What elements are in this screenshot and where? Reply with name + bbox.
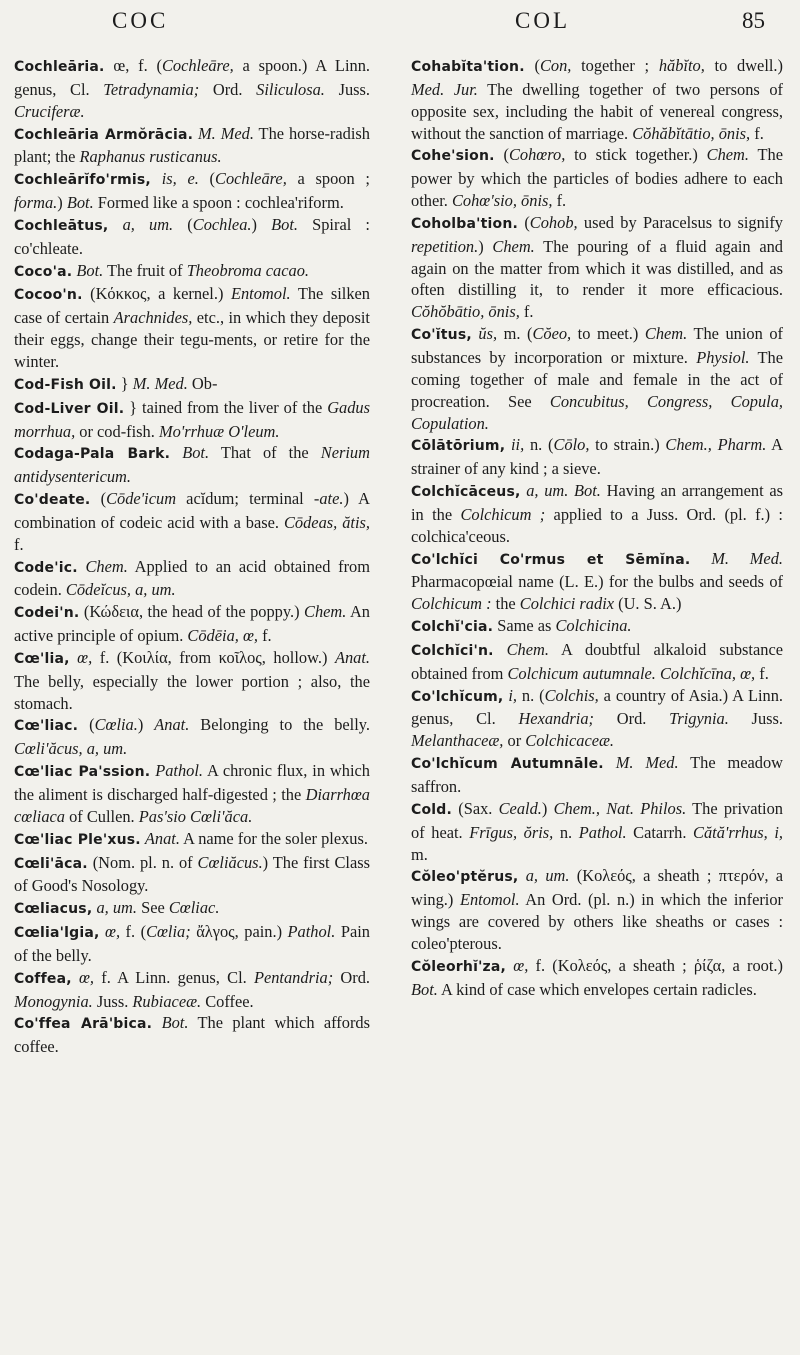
entry-text: to meet.): [571, 324, 645, 344]
entry-headword: Cœlia'lgia,: [14, 925, 100, 942]
entry-italic-text: Cōlo,: [553, 435, 590, 455]
entry-headword: Colchĭcāceus,: [411, 484, 521, 501]
dictionary-entry: [411, 615, 783, 639]
entry-italic-text: Bot.: [182, 443, 210, 463]
dictionary-entry: [14, 397, 370, 443]
entry-italic-text: Cŏhăbĭtātio, ōnis,: [632, 123, 751, 143]
entry-text: An Ord. (pl. n.) in which the inferior wings are covered by others like sheaths or cases : coleo'pterous.: [411, 890, 784, 953]
entry-text: a spoon ;: [286, 169, 370, 189]
entry-italic-text: Nerium antidysentericum.: [14, 443, 370, 487]
entry-headword: Cōlātōrium,: [411, 438, 506, 455]
entry-headword: Cœ'lia,: [14, 650, 70, 667]
entry-text: applied to a Juss. Ord. (pl. f.) : colchica'ceous.: [411, 504, 783, 546]
entry-italic-text: Chem.: [506, 639, 549, 659]
entry-text: Spiral : co'chleate.: [14, 214, 370, 258]
entry-italic-text: a, um.: [518, 866, 570, 886]
entry-text: [494, 640, 507, 659]
entry-italic-text: a, um.: [122, 214, 174, 234]
entry-italic-text: Cochlea.: [192, 214, 252, 234]
dictionary-entry: [411, 865, 783, 954]
entry-headword: Co'ĭtus,: [411, 327, 472, 344]
dictionary-entry: [411, 434, 783, 480]
entry-italic-text: Physiol.: [696, 347, 750, 367]
entry-headword: Co'ffea Arā'bica.: [14, 1016, 153, 1033]
entry-text: œ, f. (: [104, 56, 162, 75]
entry-text: to strain.): [589, 435, 666, 455]
entry-italic-text: Cŏhŏbātio, ōnis,: [411, 302, 520, 322]
entry-headword: Code'ic.: [14, 559, 78, 576]
entry-italic-text: Arachnides,: [113, 308, 193, 328]
entry-text: Juss.: [728, 709, 783, 729]
entry-headword: Coholba'tion.: [411, 215, 519, 232]
entry-italic-text: Colchicum :: [411, 594, 496, 614]
entry-text: a country of Asia.) A Linn. genus, Cl.: [411, 685, 783, 729]
entry-text: f.: [258, 626, 272, 646]
entry-text: f.: [755, 663, 769, 683]
entry-text: Catarrh.: [626, 822, 694, 842]
entry-text: ): [137, 715, 155, 735]
entry-text: together ;: [571, 56, 659, 75]
entry-headword: Cœli'āca.: [14, 855, 88, 872]
entry-headword: Cŏleo'ptĕrus,: [411, 869, 519, 886]
entry-text: (: [90, 489, 107, 509]
entry-text: (U. S. A.): [614, 594, 682, 614]
entry-italic-text: Colchicaceæ.: [525, 731, 615, 751]
entry-italic-text: Pathol.: [155, 761, 204, 781]
entry-italic-text: -ate.: [313, 489, 344, 509]
entry-headword: Cœliacus,: [14, 901, 93, 918]
entry-italic-text: Cōdēia, œ,: [187, 626, 258, 646]
entry-text: Ord.: [594, 709, 670, 729]
entry-italic-text: Chem., Nat. Philos.: [553, 798, 687, 818]
dictionary-entry: [411, 639, 783, 685]
entry-text: ): [57, 193, 67, 213]
entry-headword: Cŏleorhĭ'za,: [411, 958, 507, 975]
entry-text: ): [478, 236, 493, 256]
entry-text: A kind of case which envelopes certain radicles.: [437, 979, 757, 999]
dictionary-entry: [14, 373, 370, 397]
entry-text: m. (: [497, 324, 533, 344]
entry-text: f. A Linn. genus, Cl.: [94, 967, 254, 987]
entry-italic-text: Cochleāre,: [215, 169, 287, 189]
entry-italic-text: Chem.: [644, 324, 688, 344]
entry-italic-text: Cōdeĭcus, a, um.: [65, 580, 176, 600]
dictionary-entry: [14, 556, 370, 602]
entry-text: (Nom. pl. n. of: [87, 852, 198, 872]
dictionary-entry: [14, 168, 370, 214]
entry-headword: Cold.: [411, 801, 453, 818]
entry-text: The coming together of male and female in the act of procreation. See: [411, 347, 783, 411]
entry-text: (: [173, 214, 193, 234]
entry-italic-text: forma.: [14, 193, 58, 213]
entry-text: Pharmacopœial name (L. E.) for the bulbs and seeds of: [411, 572, 783, 592]
entry-text: The pouring of a fluid again and again on the matter from which it was distilled, and as often distilling it, to render it more efficacious.: [411, 236, 784, 300]
entry-text: Applied to an acid obtained from codein.: [14, 556, 370, 600]
entry-italic-text: M. Med.: [615, 753, 679, 773]
entry-italic-text: Cohœ'sio, ōnis,: [451, 191, 553, 211]
entry-text: ἄλγος, pain.): [190, 922, 288, 942]
entry-italic-text: a, um.: [520, 481, 569, 501]
entry-italic-text: M. Med.: [711, 548, 783, 568]
entry-text: Pain of the belly.: [14, 922, 370, 965]
entry-text: An active principle of opium.: [14, 602, 370, 646]
entry-text: [604, 753, 616, 772]
dictionary-entry: [14, 921, 370, 967]
entry-italic-text: Melanthaceæ,: [411, 731, 504, 751]
entry-text: [690, 549, 711, 568]
entry-text: f. (: [120, 922, 147, 942]
entry-text: f.: [519, 302, 534, 322]
entry-italic-text: Bot.: [76, 260, 104, 280]
entry-text: (Sax.: [452, 798, 499, 818]
entry-text: (: [518, 212, 530, 232]
dictionary-entry: [14, 55, 370, 123]
entry-italic-text: Cœli'ăcus, a, um.: [14, 739, 128, 759]
entry-headword: Cœ'liac.: [14, 718, 79, 735]
dictionary-entry: [14, 852, 370, 898]
dictionary-entry: [14, 283, 370, 372]
entry-italic-text: Raphanus rusticanus.: [79, 147, 222, 167]
dictionary-entry: [411, 798, 783, 866]
entry-italic-text: hăbĭto,: [658, 56, 705, 75]
entry-text: Same as: [493, 616, 556, 636]
entry-headword: Cod-Fish Oil.: [14, 376, 117, 393]
entry-italic-text: Pathol.: [578, 822, 627, 842]
entry-italic-text: Colchicum autumnale. Colchĭcīna, œ,: [507, 663, 756, 683]
entry-text: [151, 169, 162, 188]
entry-italic-text: Colchicum ;: [460, 504, 546, 524]
entry-italic-text: Cohœro,: [508, 145, 566, 165]
entry-text: acĭdum; terminal: [176, 489, 314, 509]
entry-italic-text: Anat.: [154, 715, 190, 735]
entry-italic-text: Pentandria;: [253, 967, 334, 987]
entry-headword: Codaga-Pala Bark.: [14, 446, 171, 463]
entry-text: etc., in which they deposit their eggs, change their tegu-ments, or retire for the winter.: [14, 308, 370, 371]
entry-text: }: [116, 373, 133, 393]
entry-italic-text: Cōde'icum: [106, 489, 177, 509]
entry-italic-text: Bot.: [271, 214, 298, 234]
entry-italic-text: i,: [508, 685, 517, 705]
dictionary-entry: [411, 212, 783, 323]
entry-text: [108, 215, 122, 234]
entry-italic-text: Anat.: [144, 828, 180, 848]
entry-italic-text: Cœlia;: [146, 922, 191, 942]
entry-text: f. (Κοιλία, from κοῖλος, hollow.): [92, 647, 335, 667]
entry-italic-text: Colchici radix: [519, 594, 615, 614]
entry-italic-text: Chem., Pharm.: [665, 435, 767, 455]
entry-text: [170, 443, 182, 462]
entry-text: Ord.: [333, 967, 370, 987]
entry-italic-text: Siliculosa.: [256, 79, 325, 99]
dictionary-entry: [14, 488, 370, 556]
entry-italic-text: Pathol.: [287, 922, 336, 942]
dictionary-entry: [14, 214, 370, 260]
entry-text: to stick together.): [565, 145, 707, 165]
entry-text: Having an arrangement as in the: [411, 481, 783, 524]
entry-text: The belly, especially the lower portion ; also, the stomach.: [14, 671, 370, 713]
entry-italic-text: M. Med.: [132, 373, 188, 393]
entry-headword: Coco'a.: [14, 263, 73, 280]
entry-italic-text: Cŏeo,: [532, 324, 572, 344]
entry-text: m.: [411, 844, 428, 864]
entry-text: f.: [14, 534, 24, 554]
entry-text: The silken case of certain: [14, 284, 370, 328]
entry-headword: Cochleāria Armŏrācia.: [14, 126, 194, 143]
entry-headword: Cœ'liac Pa'ssion.: [14, 764, 151, 781]
entry-text: The meadow saffron.: [411, 753, 783, 796]
entry-italic-text: Cochleāre,: [161, 56, 234, 75]
entry-italic-text: œ,: [69, 647, 93, 667]
entry-italic-text: Cohob,: [529, 212, 578, 232]
entry-italic-text: Anat.: [334, 647, 371, 667]
entry-text: to dwell.): [704, 56, 783, 75]
entry-italic-text: Pas'sio Cœli'ăca.: [138, 806, 253, 826]
entry-italic-text: ŭs,: [478, 324, 498, 344]
entry-headword: Codei'n.: [14, 605, 80, 622]
entry-text: the: [495, 594, 520, 614]
entry-italic-text: Monogynia.: [14, 991, 93, 1011]
entry-text: See: [137, 898, 169, 918]
entry-italic-text: Bot.: [66, 193, 94, 213]
entry-headword: Colchĭ'cia.: [411, 619, 494, 636]
entry-italic-text: œ,: [71, 967, 95, 987]
entry-text: The fruit of: [103, 260, 187, 280]
entry-text: f.: [552, 191, 567, 211]
entry-headword: Coffea,: [14, 970, 72, 987]
entry-text: Juss.: [324, 79, 370, 99]
entry-italic-text: Cruciferæ.: [14, 101, 85, 121]
dictionary-entry: [411, 480, 783, 548]
left-column: [14, 55, 370, 1058]
dictionary-entry: [14, 123, 370, 169]
entry-text: The power by which the particles of bodies adhere to each other.: [411, 145, 783, 211]
entry-headword: Colchĭci'n.: [411, 642, 494, 659]
entry-text: Juss.: [92, 991, 133, 1011]
entry-italic-text: Colchis,: [544, 685, 599, 705]
dictionary-entry: [411, 55, 783, 144]
dictionary-entry: [14, 760, 370, 828]
entry-text: A chronic flux, in which the aliment is discharged half-digested ; the: [14, 761, 370, 804]
right-column: [411, 55, 783, 1000]
entry-headword: Cohabĭta'tion.: [411, 59, 525, 75]
entry-headword: Co'deate.: [14, 492, 91, 509]
entry-text: The horse-radish plant; the: [14, 123, 370, 167]
entry-text: The privation of heat.: [411, 798, 784, 842]
entry-text: A name for the soler plexus.: [179, 828, 368, 848]
entry-text: (: [524, 56, 540, 75]
entry-italic-text: Cœliăcus.: [197, 852, 263, 872]
entry-italic-text: Colchicina.: [555, 616, 632, 636]
running-header: [0, 6, 800, 46]
entry-italic-text: Frīgus, ŏris,: [469, 822, 554, 842]
entry-text: Belonging to the belly.: [189, 715, 371, 735]
entry-italic-text: is, e.: [161, 169, 199, 189]
dictionary-entry: [14, 260, 370, 284]
dictionary-entry: [411, 548, 783, 616]
entry-italic-text: œ,: [99, 922, 121, 942]
entry-italic-text: Gadus morrhua,: [14, 397, 371, 441]
entry-headword: Cohe'sion.: [411, 148, 495, 165]
entry-text: or cod-fish.: [75, 421, 159, 441]
entry-italic-text: Entomol.: [230, 284, 291, 304]
entry-italic-text: Mo'rrhuæ O'leum.: [158, 421, 280, 441]
entry-italic-text: Cōdeas, ătis,: [283, 512, 370, 532]
entry-italic-text: Chem.: [304, 602, 347, 622]
entry-italic-text: Bot.: [411, 979, 438, 999]
dictionary-entry: [14, 442, 370, 488]
entry-headword: Cod-Liver Oil.: [14, 400, 125, 417]
entry-italic-text: Theobroma cacao.: [186, 260, 309, 280]
entry-text: n. (: [524, 435, 554, 455]
entry-text: The dwelling together of two persons of opposite sex, including the habit of venereal congress, without the sanction of marriage.: [411, 79, 783, 143]
entry-headword: Co'lchĭcum,: [411, 688, 504, 705]
dictionary-entry: [411, 955, 783, 1001]
entry-text: n. (: [517, 685, 545, 705]
entry-italic-text: repetition.: [411, 236, 479, 256]
entry-text: (: [494, 145, 509, 165]
entry-text: The union of substances by incorporation or mixture.: [411, 324, 783, 367]
entry-headword: Cochleāria.: [14, 59, 105, 75]
entry-text: (: [198, 169, 216, 189]
entry-italic-text: Chem.: [85, 556, 128, 576]
entry-headword: Cœ'liac Ple'xus.: [14, 831, 141, 848]
header-right-guideword: COL: [515, 8, 570, 33]
entry-italic-text: œ,: [506, 955, 529, 975]
dictionary-entry: [14, 897, 370, 921]
entry-text: ): [251, 214, 272, 234]
entry-text: (Κολεός, a sheath ; πτερόν, a wing.): [411, 866, 783, 910]
entry-italic-text: Med. Jur.: [411, 79, 478, 99]
page-number: 85: [742, 8, 765, 33]
entry-text: (Κόκκος, a kernel.): [82, 284, 231, 304]
entry-italic-text: Hexandria;: [518, 709, 595, 729]
entry-text: } tained from the liver of the: [124, 397, 328, 417]
entry-text: ) The first Class of Good's Nosology.: [14, 852, 371, 896]
entry-italic-text: M. Med.: [198, 123, 254, 143]
dictionary-entry: [14, 967, 370, 1013]
entry-italic-text: Con,: [539, 56, 572, 75]
entry-text: f.: [750, 123, 764, 143]
entry-italic-text: Bot.: [574, 481, 601, 501]
dictionary-entry: [14, 714, 370, 760]
entry-italic-text: Cœliac.: [168, 898, 220, 918]
entry-text: ): [541, 798, 554, 818]
entry-italic-text: Entomol.: [459, 890, 520, 910]
entry-text: n.: [553, 822, 579, 842]
entry-text: or: [503, 731, 526, 751]
header-left-guideword: COC: [112, 8, 169, 33]
entry-headword: Co'lchĭcum Autumnāle.: [411, 756, 604, 773]
entry-headword: Co'lchĭci Co'rmus et Sēmĭna.: [411, 551, 691, 568]
entry-italic-text: Tetradynamia;: [103, 79, 200, 99]
entry-text: A strainer of any kind ; a sieve.: [411, 435, 783, 479]
dictionary-entry: [411, 323, 783, 434]
entry-italic-text: Ceald.: [498, 798, 542, 818]
entry-text: a spoon.) A Linn. genus, Cl.: [14, 56, 370, 99]
entry-text: Coffee.: [201, 991, 254, 1011]
entry-headword: Cochleātus,: [14, 217, 109, 234]
entry-italic-text: Diarrhœa cœliaca: [14, 785, 370, 826]
entry-headword: Cocoo'n.: [14, 287, 83, 304]
dictionary-entry: [14, 647, 370, 715]
entry-text: Ord.: [199, 79, 257, 99]
entry-text: used by Paracelsus to signify: [577, 212, 783, 232]
entry-headword: Cochleārĭfo'rmis,: [14, 172, 151, 189]
dictionary-entry: [411, 685, 783, 753]
entry-italic-text: Concubitus, Congress, Copula, Copulation.: [411, 391, 783, 433]
entry-italic-text: Chem.: [706, 145, 749, 165]
entry-italic-text: Trigynia.: [669, 709, 729, 729]
entry-text: ) A combination of codeic acid with a base.: [14, 489, 370, 532]
dictionary-entry: [411, 144, 783, 212]
entry-text: [152, 1013, 161, 1032]
entry-italic-text: Rubiaceæ.: [132, 991, 202, 1011]
entry-text: Formed like a spoon : cochlea'riform.: [93, 193, 344, 213]
entry-text: of Cullen.: [64, 806, 139, 826]
entry-italic-text: Chem.: [492, 236, 535, 256]
entry-italic-text: a, um.: [96, 898, 137, 918]
dictionary-entry: [411, 752, 783, 798]
entry-text: A doubtful alkaloid substance obtained from: [411, 639, 783, 683]
dictionary-entry: [14, 1012, 370, 1058]
entry-text: (: [78, 715, 95, 735]
entry-italic-text: Cătă'rrhus, i,: [693, 822, 783, 842]
dictionary-entry: [14, 601, 370, 647]
entry-text: Ob-: [187, 373, 218, 393]
entry-italic-text: ii,: [510, 435, 525, 455]
entry-text: The plant which affords coffee.: [14, 1013, 370, 1057]
entry-text: (Κώδεια, the head of the poppy.): [79, 602, 305, 622]
entry-text: f. (Κολεός, a sheath ; ῥίζα, a root.): [528, 955, 783, 975]
entry-text: That of the: [209, 443, 321, 463]
entry-italic-text: Cœlia.: [94, 715, 138, 735]
entry-italic-text: Bot.: [161, 1013, 189, 1033]
dictionary-entry: [14, 828, 370, 852]
